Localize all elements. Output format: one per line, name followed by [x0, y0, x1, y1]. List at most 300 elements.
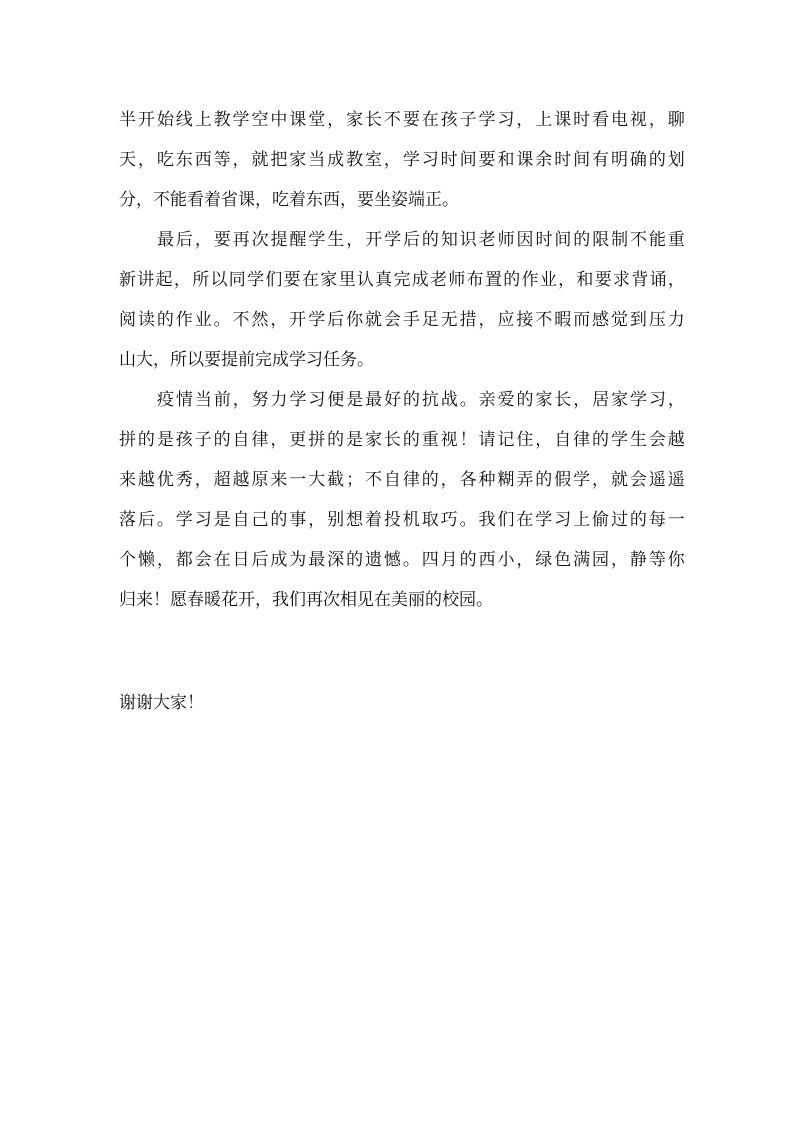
text-glyph: 是: [213, 510, 231, 530]
text-glyph: 任: [323, 350, 340, 370]
text-line: [119, 300, 685, 340]
text-glyph: 会: [648, 430, 666, 450]
text-glyph: 每: [648, 510, 666, 530]
text-glyph: ，: [194, 230, 212, 250]
text-glyph: 间: [459, 150, 477, 170]
text-glyph: 完: [393, 270, 411, 290]
text-glyph: 的: [402, 430, 420, 450]
text-glyph: 的: [516, 390, 534, 410]
text-glyph: 要: [402, 110, 420, 130]
text-glyph: 优: [156, 470, 174, 490]
text-glyph: 就: [610, 470, 628, 490]
text-glyph: 家: [611, 390, 629, 410]
text-glyph: 提: [270, 230, 288, 250]
text-glyph: 越: [232, 470, 250, 490]
text-glyph: 情: [175, 390, 193, 410]
text-glyph: 半: [119, 110, 136, 130]
text-glyph: 学: [289, 350, 306, 370]
text-glyph: 的: [503, 270, 521, 290]
text-glyph: 习: [308, 390, 326, 410]
text-glyph: 。: [459, 390, 477, 410]
text-glyph: 日: [232, 550, 250, 570]
text-glyph: 我: [272, 590, 289, 610]
text-glyph: 老: [430, 270, 448, 290]
text-glyph: 重: [421, 430, 439, 450]
text-glyph: 你: [346, 310, 364, 330]
text-glyph: 四: [421, 550, 439, 570]
text-glyph: 吃: [272, 190, 289, 210]
text-glyph: 是: [156, 430, 174, 450]
text-glyph: 更: [289, 430, 307, 450]
text-glyph: 着: [204, 190, 221, 210]
text-glyph: 学: [630, 390, 648, 410]
text-glyph: 自: [232, 430, 250, 450]
text-glyph: 背: [631, 270, 649, 290]
text-glyph: ，: [610, 550, 628, 570]
text-glyph: ，: [667, 270, 685, 290]
text-glyph: 成: [411, 270, 429, 290]
text-glyph: 学: [308, 310, 326, 330]
text-glyph: 爱: [497, 390, 515, 410]
text-glyph: 律: [573, 430, 591, 450]
text-glyph: 。: [476, 590, 493, 610]
text-glyph: 生: [629, 430, 647, 450]
text-glyph: ，: [255, 190, 272, 210]
text-glyph: 在: [374, 590, 391, 610]
text-glyph: 是: [346, 390, 364, 410]
text-line: [119, 180, 685, 220]
text-glyph: 次: [323, 590, 340, 610]
text-glyph: 遥: [667, 470, 685, 490]
text-glyph: 课: [516, 150, 534, 170]
text-glyph: 限: [592, 230, 610, 250]
text-glyph: 求: [613, 270, 631, 290]
text-glyph: 学: [402, 150, 420, 170]
text-glyph: 长: [383, 430, 401, 450]
text-glyph: 就: [364, 310, 382, 330]
text-glyph: 能: [170, 190, 187, 210]
text-glyph: 而: [573, 310, 591, 330]
text-glyph: 。: [213, 310, 231, 330]
text-line: [119, 220, 685, 260]
text-glyph: ！: [459, 430, 477, 450]
text-glyph: 己: [251, 510, 269, 530]
text-glyph: 业: [539, 270, 557, 290]
text-glyph: 自: [383, 470, 401, 490]
text-glyph: 正: [425, 190, 442, 210]
text-glyph: ，: [308, 510, 326, 530]
text-glyph: 课: [554, 110, 572, 130]
text-glyph: 好: [384, 390, 402, 410]
text-glyph: 堂: [308, 110, 326, 130]
text-glyph: ，: [340, 190, 357, 210]
text-glyph: 的: [573, 230, 591, 250]
text-glyph: 时: [535, 230, 553, 250]
text-glyph: 不: [153, 190, 170, 210]
text-glyph: 要: [357, 190, 374, 210]
text-glyph: 的: [137, 430, 155, 450]
text-glyph: 们: [289, 590, 306, 610]
text-glyph: 花: [221, 590, 238, 610]
text-glyph: 家: [535, 390, 553, 410]
text-glyph: 线: [175, 110, 193, 130]
text-glyph: 生: [327, 230, 345, 250]
text-glyph: 的: [592, 430, 610, 450]
text-glyph: 的: [270, 510, 288, 530]
text-glyph: 真: [375, 270, 393, 290]
text-glyph: 学: [535, 510, 553, 530]
text-glyph: 家: [289, 150, 307, 170]
text-glyph: 一: [289, 470, 307, 490]
text-glyph: 投: [383, 510, 401, 530]
text-glyph: 的: [156, 310, 174, 330]
text-glyph: 住: [516, 430, 534, 450]
text-glyph: 最: [157, 230, 174, 250]
text-glyph: ，: [270, 430, 288, 450]
text-glyph: 取: [421, 510, 439, 530]
text-glyph: ，: [136, 190, 153, 210]
text-glyph: 家: [320, 270, 338, 290]
text-glyph: 来: [136, 590, 153, 610]
text-glyph: 亲: [478, 390, 496, 410]
text-glyph: 划: [667, 150, 685, 170]
text-glyph: 措: [459, 310, 477, 330]
text-glyph: 会: [383, 310, 401, 330]
text-glyph: 力: [667, 310, 685, 330]
text-glyph: 应: [497, 310, 515, 330]
text-glyph: 是: [346, 430, 364, 450]
text-glyph: 归: [119, 590, 136, 610]
text-glyph: 。: [357, 350, 374, 370]
text-glyph: 相: [340, 590, 357, 610]
text-glyph: 确: [629, 150, 647, 170]
text-glyph: 电: [610, 110, 628, 130]
text-glyph: 律: [251, 430, 269, 450]
text-glyph: 抗: [421, 390, 439, 410]
text-glyph: 事: [289, 510, 307, 530]
text-glyph: 各: [459, 470, 477, 490]
text-glyph: 空: [251, 110, 269, 130]
text-glyph: 前: [213, 390, 231, 410]
text-glyph: 一: [667, 510, 685, 530]
text-glyph: 老: [478, 230, 496, 250]
text-glyph: 因: [516, 230, 534, 250]
text-glyph: 糊: [497, 470, 515, 490]
text-glyph: 等: [648, 550, 666, 570]
text-glyph: 再: [232, 230, 250, 250]
text-glyph: 便: [327, 390, 345, 410]
text-glyph: 满: [573, 550, 591, 570]
text-glyph: ，: [194, 470, 212, 490]
text-glyph: 拼: [119, 430, 136, 450]
text-glyph: 西: [323, 190, 340, 210]
text-glyph: 学: [232, 110, 250, 130]
text-glyph: 不: [383, 110, 401, 130]
text-glyph: 家: [346, 110, 364, 130]
text-glyph: 要: [283, 270, 301, 290]
text-glyph: 完: [255, 350, 272, 370]
text-glyph: 醒: [289, 230, 307, 250]
text-glyph: 看: [187, 190, 204, 210]
text-glyph: 战: [440, 390, 458, 410]
text-glyph: 着: [289, 190, 306, 210]
text-glyph: 始: [156, 110, 174, 130]
text-glyph: 要: [213, 230, 231, 250]
text-glyph: 孩: [440, 110, 458, 130]
text-glyph: 习: [648, 390, 666, 410]
text-glyph: 课: [238, 190, 255, 210]
text-glyph: 西: [478, 550, 496, 570]
text-glyph: ！: [153, 590, 170, 610]
text-glyph: ，: [232, 150, 250, 170]
text-glyph: 学: [308, 230, 326, 250]
text-glyph: 习: [497, 110, 515, 130]
text-glyph: 间: [554, 230, 572, 250]
text-glyph: 上: [535, 110, 553, 130]
text-glyph: 子: [194, 430, 212, 450]
text-glyph: 里: [338, 270, 356, 290]
text-glyph: 不: [364, 470, 382, 490]
text-glyph: 时: [440, 150, 458, 170]
text-line: [119, 260, 685, 300]
text-glyph: 深: [327, 550, 345, 570]
text-glyph: ，: [156, 550, 174, 570]
text-line: [119, 340, 685, 380]
text-glyph: 作: [175, 310, 193, 330]
text-glyph: 学: [384, 230, 402, 250]
text-glyph: 成: [272, 350, 289, 370]
text-glyph: 不: [232, 310, 250, 330]
text-glyph: 后: [137, 510, 155, 530]
text-glyph: ，: [667, 390, 685, 410]
text-glyph: ，: [383, 150, 401, 170]
text-glyph: 讲: [137, 270, 155, 290]
text-glyph: 家: [364, 430, 382, 450]
text-glyph: 要: [478, 150, 496, 170]
text-glyph: 为: [289, 550, 307, 570]
text-glyph: ，: [153, 350, 170, 370]
text-glyph: 自: [232, 510, 250, 530]
text-glyph: 足: [421, 310, 439, 330]
text-glyph: 无: [440, 310, 458, 330]
text-glyph: 前: [238, 350, 255, 370]
text-glyph: 学: [247, 270, 265, 290]
text-glyph: 都: [175, 550, 193, 570]
text-glyph: 的: [346, 550, 364, 570]
text-glyph: ，: [558, 270, 576, 290]
text-glyph: 姿: [391, 190, 408, 210]
text-glyph: 长: [364, 110, 382, 130]
text-glyph: 学: [610, 430, 628, 450]
text-glyph: 个: [119, 550, 136, 570]
text-glyph: 教: [213, 110, 231, 130]
text-glyph: 超: [213, 470, 231, 490]
text-glyph: 愿: [170, 590, 187, 610]
text-glyph: 校: [442, 590, 459, 610]
text-glyph: 山: [119, 350, 136, 370]
text-glyph: 们: [497, 510, 515, 530]
text-glyph: 和: [576, 270, 594, 290]
text-glyph: 开: [365, 230, 383, 250]
text-glyph: 置: [484, 270, 502, 290]
text-glyph: 当: [194, 390, 212, 410]
text-line: [119, 540, 685, 580]
text-glyph: 次: [251, 230, 269, 250]
text-glyph: 暇: [554, 310, 572, 330]
text-glyph: 的: [629, 510, 647, 530]
text-glyph: 弄: [516, 470, 534, 490]
text-glyph: ，: [255, 590, 272, 610]
text-glyph: 课: [289, 110, 307, 130]
text-glyph: ，: [478, 310, 496, 330]
text-glyph: 越: [667, 430, 685, 450]
text-glyph: 提: [221, 350, 238, 370]
text-glyph: 习: [554, 510, 572, 530]
text-glyph: 的: [402, 390, 420, 410]
text-line: [119, 380, 685, 420]
text-glyph: 憾: [383, 550, 401, 570]
text-glyph: 压: [648, 310, 666, 330]
text-glyph: 端: [408, 190, 425, 210]
text-glyph: 成: [327, 150, 345, 170]
text-glyph: 的: [213, 430, 231, 450]
text-glyph: 东: [306, 190, 323, 210]
text-glyph: 作: [521, 270, 539, 290]
text-glyph: ，: [232, 390, 250, 410]
text-glyph: 疫: [157, 390, 174, 410]
text-glyph: 开: [137, 110, 155, 130]
text-glyph: 学: [573, 470, 591, 490]
text-glyph: 力: [270, 390, 288, 410]
text-glyph: 假: [554, 470, 572, 490]
text-glyph: 坐: [374, 190, 391, 210]
text-glyph: 看: [592, 110, 610, 130]
text-glyph: 认: [356, 270, 374, 290]
text-glyph: 学: [289, 390, 307, 410]
text-glyph: 别: [327, 510, 345, 530]
text-line: [119, 460, 685, 500]
text-glyph: 静: [629, 550, 647, 570]
text-line: [119, 140, 685, 180]
text-glyph: 以: [187, 350, 204, 370]
text-glyph: 遥: [648, 470, 666, 490]
text-glyph: ，: [516, 110, 534, 130]
text-glyph: 在: [516, 510, 534, 530]
text-glyph: 把: [270, 150, 288, 170]
text-glyph: 在: [213, 550, 231, 570]
text-glyph: 记: [497, 430, 515, 450]
text-glyph: ，: [270, 310, 288, 330]
text-glyph: 务: [340, 350, 357, 370]
text-glyph: 不: [630, 230, 648, 250]
text-glyph: 后: [175, 230, 193, 250]
text-glyph: 能: [648, 230, 666, 250]
text-glyph: 拼: [308, 430, 326, 450]
text-glyph: 。: [442, 190, 459, 210]
text-glyph: 明: [610, 150, 628, 170]
text-glyph: 暖: [204, 590, 221, 610]
text-glyph: 努: [251, 390, 269, 410]
text-glyph: 分: [119, 190, 136, 210]
text-line: [119, 500, 685, 540]
text-glyph: 见: [357, 590, 374, 610]
text-glyph: 读: [137, 310, 155, 330]
text-glyph: 的: [425, 590, 442, 610]
document-body: [119, 100, 685, 620]
text-glyph: 后: [402, 230, 420, 250]
text-glyph: 聊: [667, 110, 685, 130]
text-glyph: 大: [308, 470, 326, 490]
text-glyph: 会: [629, 470, 647, 490]
text-glyph: 色: [554, 550, 572, 570]
text-glyph: 园: [459, 590, 476, 610]
text-glyph: 的: [327, 430, 345, 450]
text-glyph: 要: [204, 350, 221, 370]
text-glyph: 有: [592, 150, 610, 170]
text-glyph: 们: [265, 270, 283, 290]
text-glyph: 绿: [535, 550, 553, 570]
text-glyph: 来: [270, 470, 288, 490]
text-glyph: ，: [592, 470, 610, 490]
text-glyph: 同: [228, 270, 246, 290]
text-glyph: 学: [478, 110, 496, 130]
text-glyph: 室: [364, 150, 382, 170]
text-glyph: 着: [364, 510, 382, 530]
text-glyph: ，: [327, 110, 345, 130]
text-glyph: 间: [573, 150, 591, 170]
text-glyph: 习: [306, 350, 323, 370]
text-glyph: 的: [535, 470, 553, 490]
text-glyph: 布: [466, 270, 484, 290]
text-glyph: 所: [170, 350, 187, 370]
text-glyph: 自: [554, 430, 572, 450]
text-glyph: 等: [213, 150, 231, 170]
text-glyph: 就: [251, 150, 269, 170]
text-glyph: 子: [459, 110, 477, 130]
text-glyph: 园: [592, 550, 610, 570]
text-glyph: 会: [194, 550, 212, 570]
text-glyph: 原: [251, 470, 269, 490]
text-glyph: 的: [459, 550, 477, 570]
text-glyph: 春: [187, 590, 204, 610]
text-glyph: 时: [554, 150, 572, 170]
text-glyph: 所: [192, 270, 210, 290]
text-glyph: 再: [306, 590, 323, 610]
text-glyph: 起: [155, 270, 173, 290]
text-glyph: 后: [327, 310, 345, 330]
text-glyph: 大: [136, 350, 153, 370]
text-glyph: 。: [459, 510, 477, 530]
text-glyph: 懒: [137, 550, 155, 570]
text-glyph: 不: [535, 310, 553, 330]
text-glyph: 手: [402, 310, 420, 330]
text-glyph: 上: [194, 110, 212, 130]
text-glyph: 种: [478, 470, 496, 490]
text-glyph: 到: [629, 310, 647, 330]
text-glyph: 知: [440, 230, 458, 250]
text-glyph: 习: [194, 510, 212, 530]
text-glyph: 你: [667, 550, 685, 570]
text-glyph: 偷: [592, 510, 610, 530]
text-glyph: 过: [610, 510, 628, 530]
text-glyph: 学: [175, 510, 193, 530]
text-glyph: 的: [421, 470, 439, 490]
text-glyph: 教: [346, 150, 364, 170]
text-glyph: 丽: [408, 590, 425, 610]
text-glyph: ，: [173, 270, 191, 290]
text-glyph: ；: [346, 470, 364, 490]
text-glyph: 吃: [156, 150, 174, 170]
